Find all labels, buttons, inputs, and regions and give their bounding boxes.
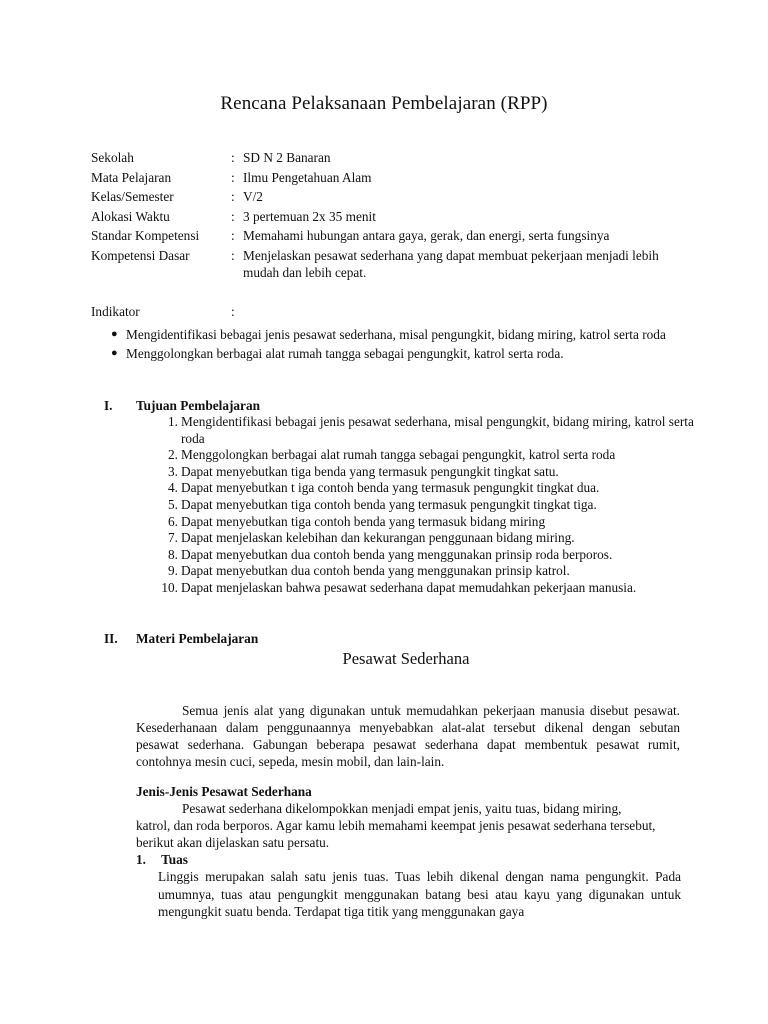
info-value: Menjelaskan pesawat sederhana yang dapat membuat pekerjaan menjadi lebih mudah dan lebih cepat. — [243, 247, 659, 280]
item-number: 3. — [168, 463, 178, 479]
info-colon: : — [231, 189, 235, 204]
list-item-text: Dapat menjelaskan bahwa pesawat sederhana dapat memudahkan pekerjaan manusia. — [181, 579, 637, 595]
info-value: SD N 2 Banaran — [243, 150, 331, 165]
document-title: Rencana Pelaksanaan Pembelajaran (RPP) — [220, 93, 548, 114]
item-number: 7. — [168, 530, 178, 546]
identity-table — [91, 149, 691, 286]
info-colon: : — [231, 169, 235, 185]
info-row-kelas-semester — [91, 188, 691, 208]
section-tujuan — [104, 397, 694, 597]
section-number: I. — [104, 398, 113, 413]
jenis-paragraph — [136, 800, 656, 851]
section-title: Materi Pembelajaran — [136, 631, 259, 646]
info-row-sekolah — [91, 149, 691, 169]
list-item — [104, 464, 694, 481]
info-label: Standar Kompetensi — [91, 228, 200, 243]
list-item-text: Dapat menyebutkan dua contoh benda yang menggunakan prinsip katrol. — [181, 563, 570, 579]
list-item-text: Dapat menyebutkan dua contoh benda yang menggunakan prinsip roda berporos. — [181, 546, 613, 562]
list-item — [104, 563, 694, 580]
list-item — [104, 580, 694, 597]
list-item-text: Dapat menyebutkan tiga benda yang termasuk pengungkit tingkat satu. — [181, 463, 559, 479]
item-number: 1. — [168, 414, 178, 429]
info-label: Kelas/Semester — [91, 189, 174, 204]
info-colon: : — [231, 228, 235, 243]
tuas-title: Tuas — [161, 852, 188, 867]
item-number: 1. — [136, 852, 146, 867]
info-label: Alokasi Waktu — [91, 208, 170, 224]
info-value: Memahami hubungan antara gaya, gerak, dan energi, serta fungsinya — [243, 228, 610, 243]
indikator-block — [91, 303, 691, 364]
list-item-text: Dapat menyebutkan tiga contoh benda yang termasuk pengungkit tingkat tiga. — [181, 496, 597, 512]
list-item — [104, 514, 694, 531]
list-item — [104, 530, 694, 547]
info-label: Kompetensi Dasar — [91, 247, 190, 263]
info-row-standar-kompetensi — [91, 227, 691, 247]
section-heading — [104, 397, 694, 414]
info-label: Sekolah — [91, 150, 134, 165]
list-item — [104, 547, 694, 564]
intro-paragraph — [136, 702, 680, 770]
list-item-text: Dapat menyebutkan tiga contoh benda yang termasuk bidang miring — [181, 513, 546, 529]
info-row-mata-pelajaran — [91, 169, 691, 189]
section-title: Tujuan Pembelajaran — [136, 398, 260, 413]
info-value: Ilmu Pengetahuan Alam — [243, 169, 372, 185]
item-number: 5. — [168, 496, 178, 512]
item-number: 9. — [168, 563, 178, 579]
info-value: V/2 — [243, 189, 263, 204]
list-item — [104, 414, 694, 447]
indikator-list — [91, 326, 691, 362]
info-colon: : — [231, 304, 235, 319]
info-colon: : — [231, 150, 235, 165]
info-label: Mata Pelajaran — [91, 169, 172, 185]
tuas-paragraph: Linggis merupakan salah satu jenis tuas. Tuas lebih dikenal dengan nama pengungkit. Pada umumnya, tuas atau pengungkit menggunakan batang besi atau kayu yang digunakan untuk mengungkit suatu benda. Terdapat tiga titik yang menggunakan gaya — [158, 869, 681, 919]
info-row-kompetensi-dasar — [91, 247, 691, 286]
jenis-text: Pesawat sederhana dikelompokkan menjadi empat jenis, yaitu tuas, bidang miring, katrol, dan roda berporos. Agar kamu lebih memahami keempat jenis pesawat sederhana tersebut, berikut akan dijelaskan satu persatu. — [136, 801, 656, 850]
list-item — [91, 345, 691, 362]
list-item — [104, 447, 694, 464]
section-materi — [104, 630, 694, 647]
list-item — [91, 326, 691, 343]
list-item-text: Dapat menjelaskan kelebihan dan kekurangan penggunaan bidang miring. — [181, 530, 575, 546]
item-number: 2. — [168, 447, 178, 463]
indikator-label: Indikator — [91, 304, 140, 319]
item-number: 10. — [161, 579, 178, 595]
list-item — [104, 497, 694, 514]
item-number: 6. — [168, 513, 178, 529]
info-row-alokasi-waktu — [91, 208, 691, 228]
bullet-icon: ● — [111, 328, 118, 340]
list-item-text: Dapat menyebutkan t iga contoh benda yang termasuk pengungkit tingkat dua. — [181, 480, 600, 496]
tujuan-list — [104, 414, 694, 597]
jenis-heading: Jenis-Jenis Pesawat Sederhana — [136, 784, 312, 799]
intro-text: Semua jenis alat yang digunakan untuk memudahkan pekerjaan manusia disebut pesawat. Kesederhanaan dalam penggunaannya menyebabkan alat-alat tersebut dikenal dengan sebutan pesawat sederhana. Gabungan beberapa pesawat sederhana dapat membentuk pesawat rumit, contohnya mesin cuci, sepeda, mesin mobil, dan lain-lain. — [136, 703, 680, 769]
info-value: 3 pertemuan 2x 35 menit — [243, 208, 376, 224]
item-number: 4. — [168, 480, 178, 496]
bullet-icon: ● — [111, 347, 118, 359]
list-item-text: Mengidentifikasi bebagai jenis pesawat sederhana, misal pengungkit, bidang miring, katrol serta roda — [126, 327, 666, 342]
info-colon: : — [231, 208, 235, 224]
section-heading — [104, 630, 694, 647]
info-colon: : — [231, 247, 235, 263]
tuas-heading — [136, 851, 188, 868]
indikator-heading — [91, 303, 691, 320]
list-item-text: Mengidentifikasi bebagai jenis pesawat sederhana, misal pengungkit, bidang miring, katrol serta roda — [181, 414, 694, 446]
list-item — [104, 480, 694, 497]
section-number: II. — [104, 631, 118, 646]
list-item-text: Menggolongkan berbagai alat rumah tangga sebagai pengungkit, katrol serta roda. — [126, 346, 564, 361]
list-item-text: Menggolongkan berbagai alat rumah tangga sebagai pengungkit, katrol serta roda — [181, 447, 616, 463]
item-number: 8. — [168, 546, 178, 562]
materi-subtitle: Pesawat Sederhana — [342, 649, 470, 668]
